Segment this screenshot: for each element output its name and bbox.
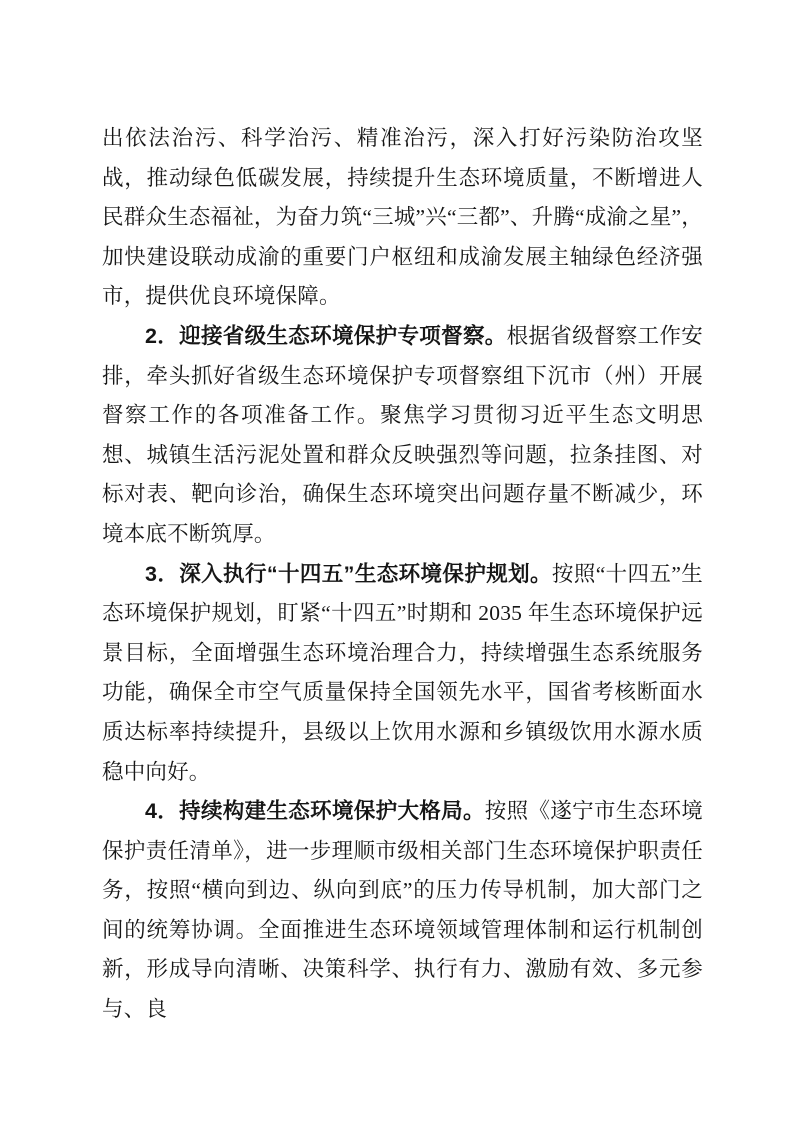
paragraph-continuation-text: 出依法治污、科学治污、精准治污，深入打好污染防治攻坚战，推动绿色低碳发展，持续提升生态环境质量，不断增进人民群众生态福祉，为奋力筑“三城”兴“三都”、升腾“成渝之星”，加快建设联动成渝的重要门户枢纽和成渝发展主轴绿色经济强市，提供优良环境保障。: [102, 126, 703, 309]
paragraph-item-4-heading: 4．持续构建生态环境保护大格局。: [145, 799, 485, 824]
paragraph-item-4-body: 按照《遂宁市生态环境保护责任清单》，进一步理顺市级相关部门生态环境保护职责任务，按照“横向到边、纵向到底”的压力传导机制，加大部门之间的统筹协调。全面推进生态环境领域管理体制和运行机制创新，形成导向清晰、决策科学、执行有力、激励有效、多元参与、良: [102, 799, 703, 1022]
paragraph-item-2: [102, 317, 703, 555]
paragraph-item-2-body: 根据省级督察工作安排，牵头抓好省级生态环境保护专项督察组下沉市（州）开展督察工作的各项准备工作。聚焦学习贯彻习近平生态文明思想、城镇生活污泥处置和群众反映强烈等问题，拉条挂图、对标对表、靶向诊治，确保生态环境突出问题存量不断减少，环境本底不断筑厚。: [102, 323, 703, 546]
paragraph-item-3: [102, 555, 703, 793]
document-text-block: [102, 119, 703, 1030]
paragraph-item-3-heading: 3．深入执行“十四五”生态环境保护规划。: [145, 561, 552, 586]
paragraph-item-3-body: 按照“十四五”生态环境保护规划，盯紧“十四五”时期和 2035 年生态环境保护远景目标，全面增强生态环境治理合力，持续增强生态系统服务功能，确保全市空气质量保持全国领先水平，国省考核断面水质达标率持续提升，县级以上饮用水源和乡镇级饮用水源水质稳中向好。: [102, 561, 703, 784]
paragraph-item-2-heading: 2．迎接省级生态环境保护专项督察。: [145, 323, 507, 348]
paragraph-item-4: [102, 792, 703, 1030]
paragraph-continuation: [102, 119, 703, 317]
